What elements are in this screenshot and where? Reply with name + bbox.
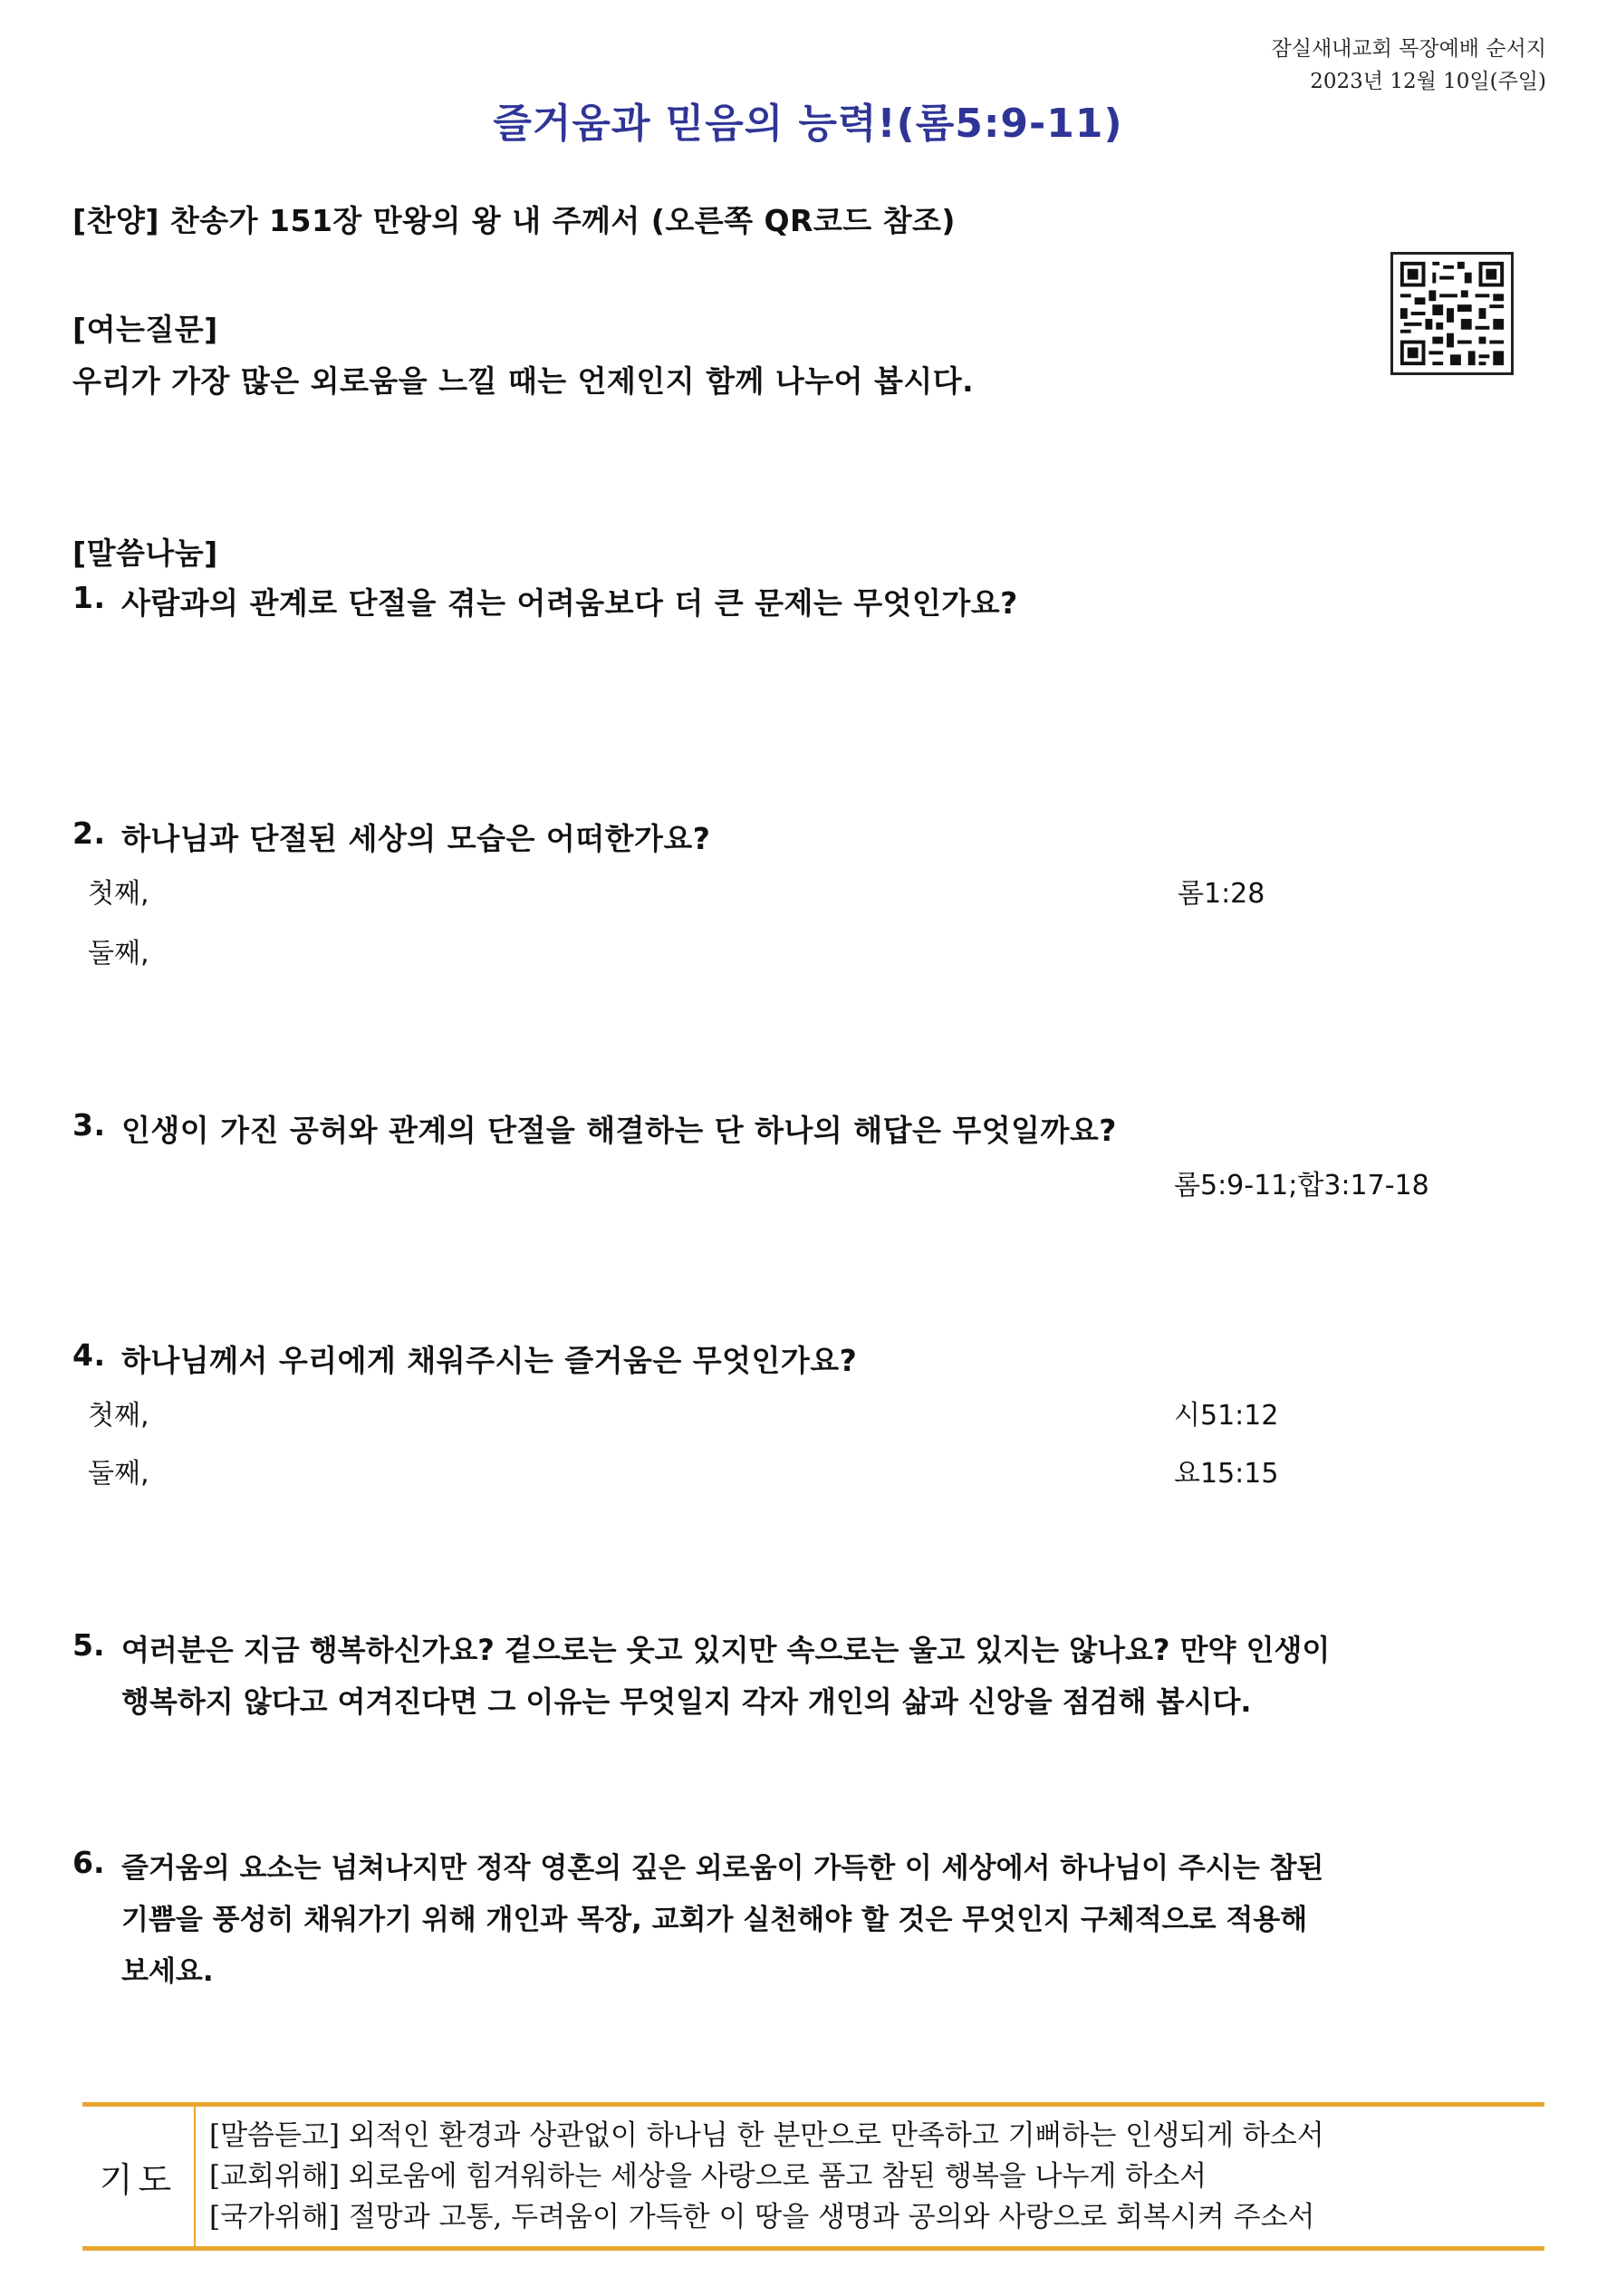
question-text: 기쁨을 풍성히 채워가기 위해 개인과 목장, 교회가 실천해야 할 것은 무엇인지 구체적으로 적용해 xyxy=(121,1904,1308,1936)
qr-code-icon[interactable] xyxy=(1390,252,1514,375)
prayer-line: [교회위해] 외로움에 힘겨워하는 세상을 사랑으로 품고 참된 행복을 나누게 하소서 xyxy=(209,2160,1207,2193)
page-title: 즐거움과 믿음의 능력!(롬5:9-11) xyxy=(493,101,1123,147)
question-number: 5. xyxy=(72,1627,105,1663)
question-text: 하나님께서 우리에게 채워주시는 즐거움은 무엇인가요? xyxy=(121,1343,858,1378)
answer-label: 첫째, xyxy=(88,1400,149,1432)
prayer-line: [국가위해] 절망과 고통, 두려움이 가득한 이 땅을 생명과 공의와 사랑으로 회복시켜 주소서 xyxy=(209,2201,1315,2233)
sharing-label: [말씀나눔] xyxy=(72,535,218,571)
question-text: 하나님과 단절된 세상의 모습은 어떠한가요? xyxy=(121,821,711,856)
prayer-label: 기도 xyxy=(82,2107,196,2246)
header xyxy=(1272,33,1546,98)
question-text: 인생이 가진 공허와 관계의 단절을 해결하는 단 하나의 해답은 무엇일까요? xyxy=(121,1113,1117,1148)
opening-label: [여는질문] xyxy=(72,312,218,347)
scripture-ref: 요15:15 xyxy=(1174,1458,1279,1490)
question-text: 여러분은 지금 행복하신가요? 겉으로는 웃고 있지만 속으로는 울고 있지는 않나요? 만약 인생이 xyxy=(121,1633,1331,1667)
service-date: 2023년 12월 10일(주일) xyxy=(1310,70,1546,93)
question-text: 사람과의 관계로 단절을 겪는 어려움보다 더 큰 문제는 무엇인가요? xyxy=(121,585,1018,621)
question-number: 6. xyxy=(72,1845,105,1880)
question-number: 1. xyxy=(72,580,106,615)
prayer-box xyxy=(82,2102,1544,2251)
scripture-ref: 롬1:28 xyxy=(1178,878,1265,910)
question-text: 행복하지 않다고 여겨진다면 그 이유는 무엇일지 각자 개인의 삶과 신앙을 점검해 봅시다. xyxy=(121,1684,1252,1719)
scripture-ref: 롬5:9-11;합3:17-18 xyxy=(1174,1170,1429,1201)
prayer-lines xyxy=(209,2116,1324,2238)
question-text: 즐거움의 요소는 넘쳐나지만 정작 영혼의 깊은 외로움이 가득한 이 세상에서 하나님이 주시는 참된 xyxy=(121,1852,1324,1885)
answer-label: 둘째, xyxy=(88,938,149,970)
question-number: 3. xyxy=(72,1107,106,1143)
opening-question: 우리가 가장 많은 외로움을 느낄 때는 언제인지 함께 나누어 봅시다. xyxy=(72,363,975,399)
question-text: 보세요. xyxy=(121,1955,214,1988)
question-number: 2. xyxy=(72,815,106,851)
hymn-line: [찬양] 찬송가 151장 만왕의 왕 내 주께서 (오른쪽 QR코드 참조) xyxy=(72,203,957,238)
answer-label: 첫째, xyxy=(88,878,149,910)
church-name: 잠실새내교회 목장예배 순서지 xyxy=(1271,37,1546,61)
answer-label: 둘째, xyxy=(88,1458,149,1490)
question-number: 4. xyxy=(72,1337,106,1373)
scripture-ref: 시51:12 xyxy=(1174,1400,1279,1432)
prayer-line: [말씀듣고] 외적인 환경과 상관없이 하나님 한 분만으로 만족하고 기뻐하는 인생되게 하소서 xyxy=(209,2119,1324,2152)
